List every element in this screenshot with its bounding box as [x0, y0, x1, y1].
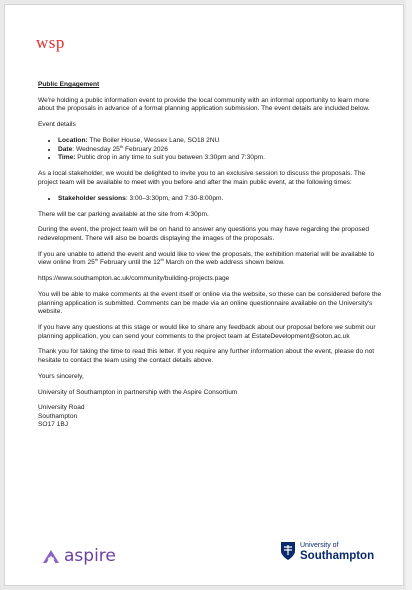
stakeholder-sessions	[58, 195, 386, 204]
closing-line: Yours sincerely,	[38, 372, 84, 380]
event-details-title: Event details	[38, 121, 76, 129]
project-url-link[interactable]: https://www.southampton.ac.uk/community/building-projects.page	[38, 275, 230, 283]
wsp-logo: wsp	[36, 33, 65, 52]
sessions-label: Stakeholder sessions	[58, 194, 126, 202]
address-line: University Road	[38, 404, 85, 412]
detail-date	[58, 143, 386, 155]
comments-paragraph: You will be able to make comments at the event itself or online via the website, so these can be considered before the planning application is submitted. Comments can be made via an online questionnaire available on the University's website.	[38, 291, 382, 316]
sessions-list	[58, 195, 386, 204]
letter-page	[4, 4, 404, 586]
aspire-wordmark: aspire	[64, 546, 116, 566]
thanks-paragraph: Thank you for taking the time to read this letter. If you require any further information about the event, please do not hesitate to contact the team using the contact details above.	[38, 348, 375, 364]
intro-paragraph: We're holding a public information event to provide the local community with an informal opportunity to learn more about the proposals in advance of a formal planning application submission. The event details are included below.	[38, 96, 370, 113]
letter-heading: Public Engagement	[38, 81, 100, 88]
detail-text: : Wednesday 25th February 2026	[72, 143, 168, 153]
sender-address	[38, 404, 386, 430]
detail-text: The Boiler House, Wessex Lane, SO18 2NU	[87, 136, 220, 144]
address-line: SO17 1BJ	[38, 421, 69, 429]
detail-label: Date	[58, 145, 73, 153]
soton-line-1: University of	[300, 542, 339, 549]
signoff-line: University of Southampton in partnership with the Aspire Consortium	[38, 388, 238, 396]
letter-body	[38, 81, 386, 430]
event-details-list	[58, 137, 386, 163]
address-line: Southampton	[38, 412, 78, 420]
scrollbar-track[interactable]	[406, 0, 412, 590]
sessions-text: : 3:00–3:30pm, and 7:30-8:00pm.	[125, 194, 224, 202]
stakeholder-paragraph: As a local stakeholder, we would be delighted to invite you to an exclusive session to discuss the proposals. The project team will be available to meet with you before and after the main public event, at the following times:	[38, 170, 366, 186]
feedback-paragraph: If you have any questions at this stage or would like to share any feedback about our proposal before we submit our planning application, you can send your comments to the project team at EstateDevelopment@soton.ac.uk	[38, 323, 376, 340]
detail-text: Public drop in any time to suit you between 3:30pm and 7:30pm.	[75, 154, 265, 162]
soton-wordmark	[300, 541, 374, 561]
detail-label: Location:	[58, 136, 88, 144]
soton-line-2: Southampton	[300, 550, 375, 562]
detail-label: Time:	[58, 154, 76, 162]
shield-icon	[280, 541, 296, 561]
university-of-southampton-logo	[280, 541, 374, 561]
during-paragraph: During the event, the project team will be on hand to answer any questions you may have regarding the proposed redevelopment. There will also be boards displaying the images of the proposals.	[38, 226, 369, 243]
detail-time	[58, 154, 386, 163]
online-paragraph: If you are unable to attend the event and would like to view the proposals, the exhibition material will be available to view online from 25th February until the 12th March on the web address shown below.	[38, 250, 375, 267]
aspire-mark-icon	[42, 549, 60, 564]
aspire-logo	[42, 546, 116, 566]
parking-paragraph: There will be car parking available at the site from 4:30pm.	[38, 210, 209, 218]
detail-location	[58, 137, 386, 146]
